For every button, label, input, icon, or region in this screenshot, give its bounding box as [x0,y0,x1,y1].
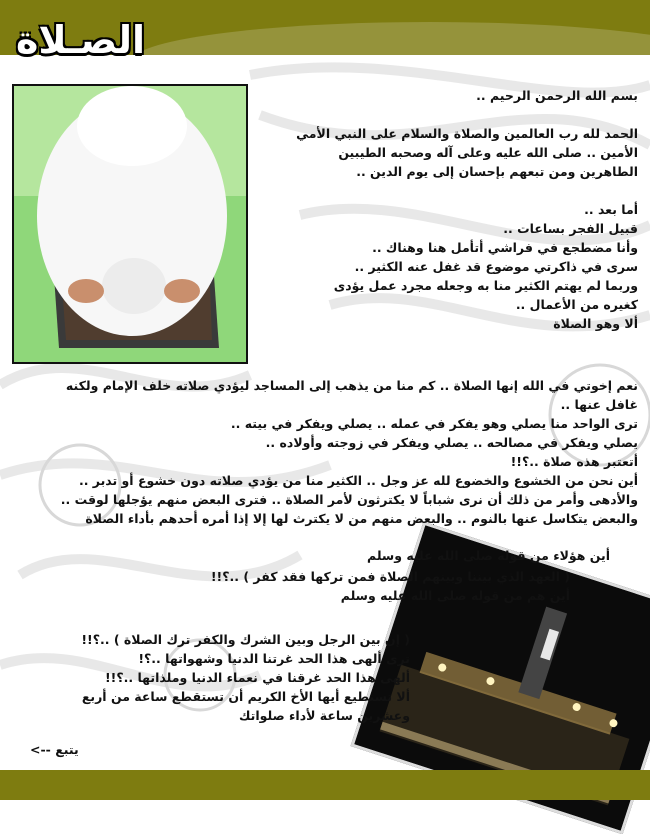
text-line: الحمد لله رب العالمين والصلاة والسلام على النبي الأمي [296,126,638,141]
questions-text [10,630,410,725]
text-line: والأدهى وأمر من ذلك أن نرى شباباً لا يكترثون لأمر الصلاة .. فترى البعض منهم يؤجلها لوقت .. [60,492,638,507]
text-line: ألا تستطيع أيها الأخ الكريم أن تستقطع ساعة من أربع [81,689,410,704]
text-line: كغيره من الأعمال .. [515,297,638,312]
text-line: غافل عنها .. [560,397,638,412]
text-line: سرى في ذاكرتي موضوع قد غفل عنه الكثير .. [354,259,638,274]
continue-note: يتبع --> [30,742,79,757]
prostrating-person-illustration [14,86,246,362]
text-line: ألا وهو الصلاة [553,316,638,331]
text-line: أين هم من قوله صلى الله عليه وسلم [340,588,570,603]
text-line: يصلي ويفكر في مصالحه .. يصلي ويفكر في زوجته وأولاده .. [265,435,638,450]
text-line: الطاهرين ومن تبعهم بإحسان إلى يوم الدين .. [356,164,638,179]
text-line: نعم إخوتي في الله إنها الصلاة .. كم منا من يذهب إلى المساجد ليؤدي صلاته خلف الإمام ولكنه [65,378,638,393]
text-line: وعشرين ساعة لأداء صلواتك [239,708,410,723]
intro-text [258,86,638,333]
text-line: وربما لم يهتم الكثير منا به وجعله مجرد عمل يؤدى [333,278,638,293]
prayer-photo [12,84,248,364]
text-line: ( إن بين الرجل وبين الشرك والكفر ترك الصلاة ) ..؟!! [81,632,410,647]
text-line: أين نحن من الخشوع والخضوع لله عز وجل .. الكثير منا من يؤدي صلاته دون خشوع أو تدبر .. [78,473,638,488]
text-line: وأنا مضطجع في فراشي أتأمل هنا وهناك .. [372,240,638,255]
text-line: ترى الواحد منا يصلي وهو يفكر في عمله .. يصلي ويفكر في بيته .. [230,416,638,431]
text-line: أين هؤلاء من قوله صلى الله عليه وسلم [367,548,610,563]
text-line: ( العهد الذي بيننا وبينهم الصلاة فمن تركها فقد كفر ) ..؟!! [210,569,570,584]
hadith-text [10,546,610,605]
text-line: أما بعد .. [584,202,638,217]
footer-band [0,770,650,800]
text-line: بسم الله الرحمن الرحيم .. [476,88,638,103]
body-text [10,376,638,528]
text-line: ألهى هذا الحد غرقنا في نعماء الدنيا وملذاتها ..؟!! [104,670,410,685]
page-title: الصـلاة [16,18,146,62]
text-line: ترى ألهى هذا الحد غرتنا الدنيا وشهواتها ..؟! [138,651,410,666]
text-line: قبيل الفجر بساعات .. [503,221,638,236]
text-line: الأمين .. صلى الله عليه وعلى آله وصحبه الطيبين [338,145,638,160]
text-line: أتعتبر هذه صلاة ..؟!! [510,454,638,469]
header-swoosh [130,22,650,55]
text-line: والبعض يتكاسل عنها بالنوم .. والبعض منهم من لا يكترث لها إلا إذا أمره أحدهم بأداء الصلاة [85,511,638,526]
